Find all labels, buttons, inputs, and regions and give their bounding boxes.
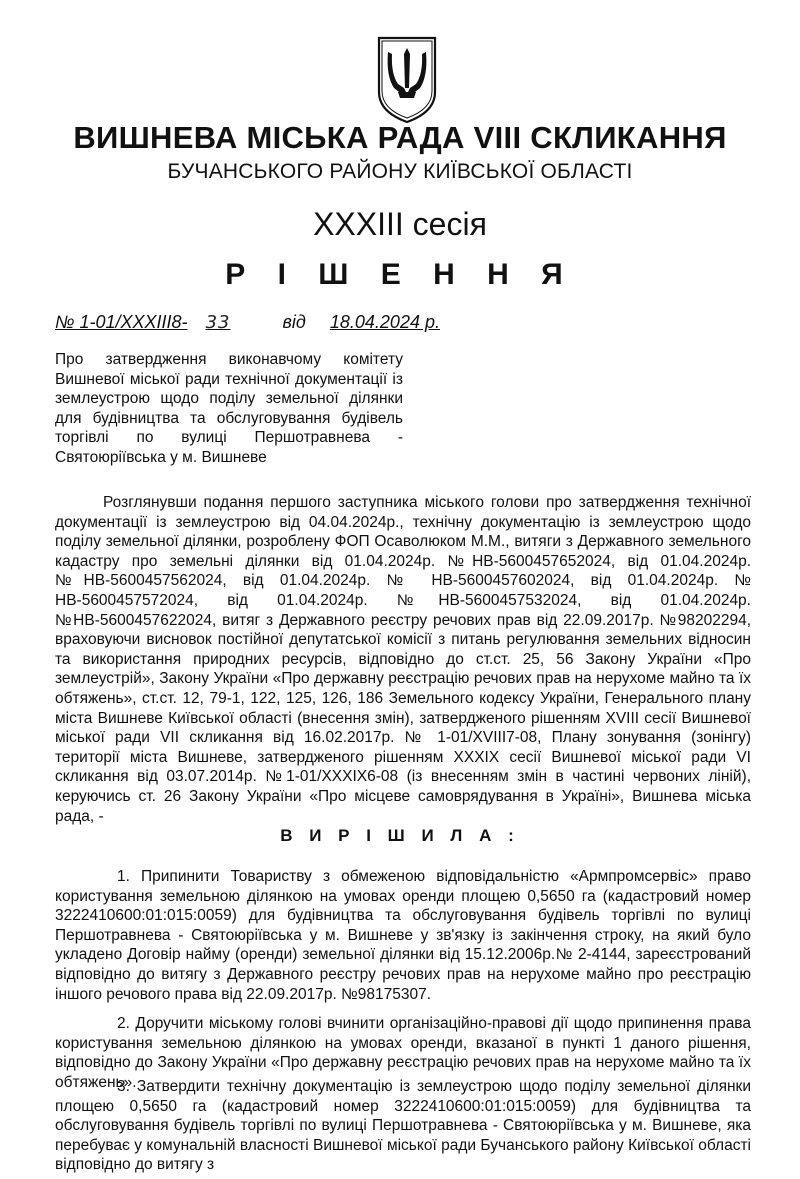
resolution-item-2: 2. Доручити міському голові вчинити організаційно-правові дії щодо припинення права користування земельною ділянкою на умовах оренди, вказаної в пункті 1 даного рішення, відповідно до Закону України «Про державну реєстрацію речових прав на нерухоме майно та їх обтяжень». — [55, 1015, 751, 1091]
trident-coat-of-arms-icon — [376, 36, 438, 124]
date-prefix: від — [282, 312, 306, 332]
session-title: XXXIII сесія — [313, 206, 487, 242]
preamble-paragraph: Розглянувши подання першого заступника міського голови про затвердження технічної документації із землеустрою від 04.04.2024р., технічну документацію із землеустрою щодо поділу земельної ділянки, розроблену ФОП Осаволюком М.М., витяги з Державного земельного кадастру про земельні ділянки від 01.04.2024р. №НВ-5600457652024, від 01.04.2024р. №НВ-5600457562024, від 01.04.2024р. № НВ-5600457602024, від 01.04.2024р. № НВ-5600457572024, від 01.04.2024р. №НВ-5600457532024, від 01.04.2024р. №НВ-5600457622024, витяг з Державного реєстру речових прав від 22.09.2017р. №98202294, враховуючи висновок постійної депутатської комісії з питань регулювання земельних відносин та використання природних ресурсів, відповідно до ст.ст. 25, 56 Закону України «Про землеустрій», Закону України «Про державну реєстрацію речових прав на нерухоме майно та їх обтяжень», ст.ст. 12, 79-1, 122, 125, 126, 186 Земельного кодексу України, Генерального плану міста Вишневе Київської області (внесення змін), затвердженого рішенням XVIII сесії Вишневої міської ради VII скликання від 16.02.2017р. № 1-01/XVIII7-08, Плану зонування (зонінгу) території міста Вишневе, затвердженого рішенням XXXIX сесії Вишневої міської ради VI скликання від 03.07.2014р. №1-01/XXXIX6-08 (із внесенням змін в частині червоних ліній), керуючись ст. 26 Закону України «Про місцеве самоврядування в Україні», Вишнева міська рада, - — [55, 494, 751, 825]
decision-subject: Про затвердження виконавчому комітету Вишневої міської ради технічної документації із землеустрою щодо поділу земельної ділянки для будівництва та обслуговування будівель торгівлі по вулиці Першотравнева - Святоюріївська у м. Вишневе — [55, 351, 403, 466]
resolution-item-3: 3. Затвердити технічну документацію із землеустрою щодо поділу земельної ділянки площею 0,5650 га (кадастровий номер 3222410600:01:015:0059) для будівництва та обслуговування будівель торгівлі по вулиці Першотравнева - Святоюріївська у м. Вишневе, яка перебуває у комунальній власності Вишневої міської ради Бучанського району Київської області відповідно до витягу з — [55, 1078, 751, 1174]
handwritten-number: 33 — [205, 312, 231, 333]
decision-date: 18.04.2024 р. — [329, 312, 440, 332]
decision-number: № 1-01/XXXIII8- 33 — [55, 312, 231, 333]
council-district: БУЧАНСЬКОГО РАЙОНУ КИЇВСЬКОЇ ОБЛАСТІ — [167, 160, 633, 183]
document-type-heading: Р І Ш Е Н Н Я — [225, 258, 575, 291]
council-name: ВИШНЕВА МІСЬКА РАДА VIII СКЛИКАННЯ — [73, 120, 727, 155]
resolved-heading: В И Р І Ш И Л А : — [280, 826, 520, 845]
resolution-item-1: 1. Припинити Товариству з обмеженою відповідальністю «Армпромсервіс» право користування земельною ділянкою на умовах оренди площею 0,5650 га (кадастровий номер 3222410600:01:015:0059) для будівництва та обслуговування будівель торгівлі по вулиці Першотравнева - Святоюріївська у м. Вишневе у зв'язку із закінчення строку, на який було укладено Договір найму (оренди) земельної ділянки від 15.12.2006р.№ 2-4144, зареєстрований відповідно до витягу з Державного реєстру речових прав на нерухоме майно про реєстрацію іншого речового права від 22.09.2017р. №98175307. — [55, 868, 751, 1003]
decision-number-line — [55, 312, 440, 333]
